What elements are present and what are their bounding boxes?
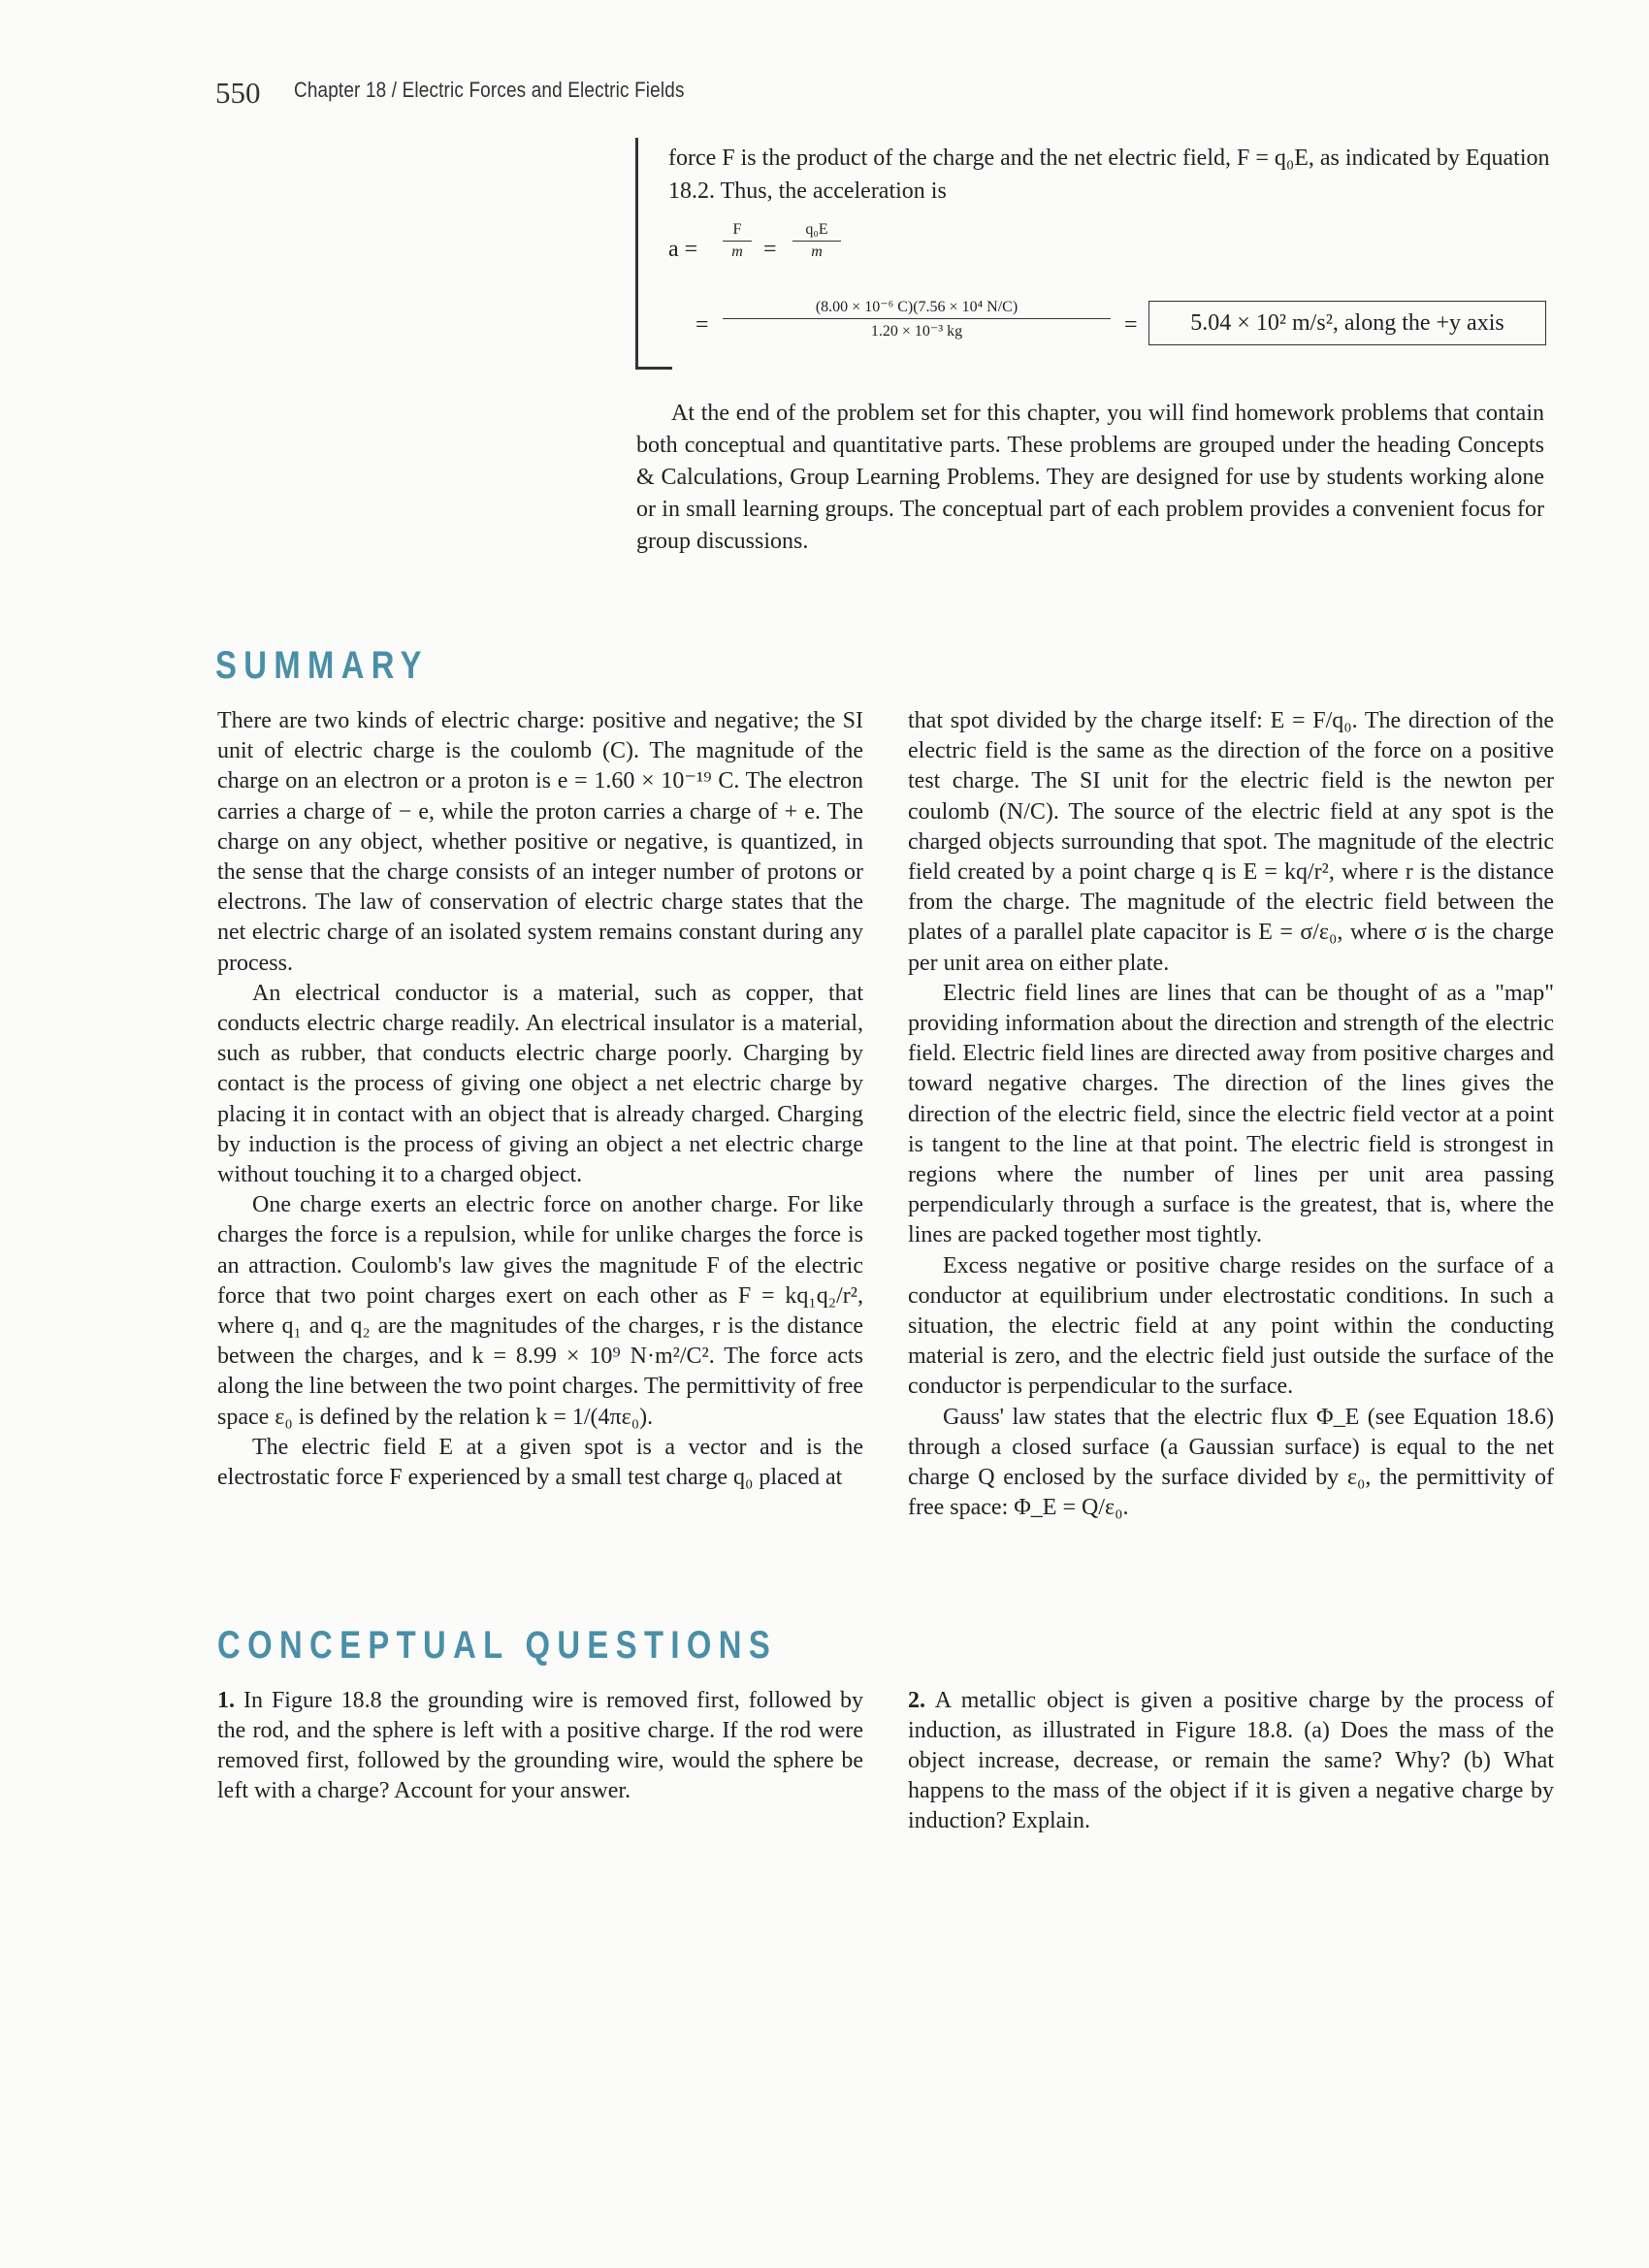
summary-left-column bbox=[217, 706, 863, 1493]
conceptual-questions-heading: CONCEPTUAL QUESTIONS bbox=[217, 1624, 778, 1667]
summary-paragraph: An electrical conductor is a material, such as copper, that conducts electric charge readily. An electrical insulator is a material, such as rubber, that conducts electric charge poorly. Charging by contact is the process of giving one object a net electric charge by placing it in contact with an object that is already charged. Charging by induction is the process of giving an object a net electric charge without touching it to a charged object. bbox=[217, 980, 863, 1188]
summary-paragraph: Electric field lines are lines that can be thought of as a "map" providing information about the direction and strength of the electric field. Electric field lines are directed away from positive charges and toward negative charges. The direction of the lines gives the direction of the electric field, since the electric field vector at a point is tangent to the line at that point. The electric field is strongest in regions where the number of lines per unit area passing perpendicularly through a surface is the greatest, that is, where the lines are packed together most tightly. bbox=[908, 980, 1554, 1248]
question-text: A metallic object is given a positive charge by the process of induction, as illustrated in Figure 18.8. (a) Does the mass of the object increase, decrease, or remain the same? Why? (b) What happens to the mass of the object if it is given a negative charge by induction? Explain. bbox=[908, 1688, 1554, 1833]
question-number: 1. bbox=[217, 1688, 235, 1713]
result-box: 5.04 × 10² m/s², along the +y axis bbox=[1148, 301, 1546, 345]
fraction-numerator: F bbox=[723, 221, 752, 242]
page-number: 550 bbox=[215, 76, 261, 110]
question-1 bbox=[217, 1686, 863, 1806]
question-number: 2. bbox=[908, 1688, 925, 1713]
example-intro-text: force F is the product of the charge and the net electric field, F = q₀E, as indicated by Equation 18.2. Thus, the acceleration is bbox=[668, 146, 1550, 204]
fraction-denominator: m bbox=[811, 243, 823, 260]
question-2 bbox=[908, 1686, 1554, 1836]
equals-sign: = bbox=[695, 312, 709, 338]
summary-paragraph: There are two kinds of electric charge: positive and negative; the SI unit of electric charge is the coulomb (C). The magnitude of the charge on an electron or a proton is e = 1.60 × 10⁻¹⁹ C. The electron carries a charge of − e, while the proton carries a charge of + e. The charge on any object, whether positive or negative, is quantized, in the sense that the charge consists of an integer number of protons or electrons. The law of conservation of electric charge states that the net electric charge of an isolated system remains constant during any process. bbox=[217, 708, 863, 976]
closing-paragraph bbox=[636, 398, 1544, 558]
closing-paragraph-text: At the end of the problem set for this chapter, you will find homework problems that contain both conceptual and quantitative parts. These problems are grouped under the heading Concepts & Calculations, Group Learning Problems. They are designed for use by students working alone or in small learning groups. The conceptual part of each problem provides a convenient focus for group discussions. bbox=[636, 401, 1544, 554]
summary-paragraph: that spot divided by the charge itself: E = F/q₀. The direction of the electric field is the same as the direction of the force on a positive test charge. The SI unit for the electric field is the newton per coulomb (N/C). The source of the electric field at any spot is the charged objects surrounding that spot. The magnitude of the electric field created by a point charge q is E = kq/r², where r is the distance from the charge. The magnitude of the electric field between the plates of a parallel plate capacitor is E = σ/ε₀, where σ is the charge per unit area on either plate. bbox=[908, 708, 1554, 976]
summary-paragraph: The electric field E at a given spot is a vector and is the electrostatic force F experienced by a small test charge q₀ placed at bbox=[217, 1434, 863, 1491]
summary-paragraph: One charge exerts an electric force on another charge. For like charges the force is a repulsion, while for unlike charges the force is an attraction. Coulomb's law gives the magnitude F of the electric force that two point charges exert on each other as F = kq₁q₂/r², where q₁ and q₂ are the magnitudes of the charges, r is the distance between the charges, and k = 8.99 × 10⁹ N·m²/C². The force acts along the line between the two point charges. The permittivity of free space ε₀ is defined by the relation k = 1/(4πε₀). bbox=[217, 1192, 863, 1430]
summary-paragraph: Gauss' law states that the electric flux Φ_E (see Equation 18.6) through a closed surface (a Gaussian surface) is equal to the net charge Q enclosed by the surface divided by ε₀, the permittivity of free space: Φ_E = Q/ε₀. bbox=[908, 1404, 1554, 1521]
numeric-fraction bbox=[723, 297, 1111, 340]
example-bottom-rule bbox=[635, 367, 672, 370]
summary-paragraph: Excess negative or positive charge resides on the surface of a conductor at equilibrium under electrostatic conditions. In such a situation, the electric field at any point within the conducting material is zero, and the electric field just outside the surface of the conductor is perpendicular to the surface. bbox=[908, 1252, 1554, 1400]
fraction-f-over-m bbox=[723, 221, 752, 261]
equation-lhs: a = bbox=[668, 237, 698, 262]
equals-sign: = bbox=[763, 237, 777, 262]
example-left-rule bbox=[635, 138, 638, 367]
fraction-q0e-over-m bbox=[792, 221, 841, 261]
fraction-denominator: m bbox=[731, 243, 743, 260]
summary-heading: SUMMARY bbox=[215, 644, 429, 687]
question-text: In Figure 18.8 the grounding wire is removed first, followed by the rod, and the sphere is left with a positive charge. If the rod were removed first, followed by the grounding wire, would the sphere be left with a charge? Account for your answer. bbox=[217, 1688, 863, 1803]
fraction-numerator: q₀E bbox=[792, 221, 841, 242]
chapter-title: Chapter 18 / Electric Forces and Electric Fields bbox=[294, 78, 685, 102]
fraction-denominator: 1.20 × 10⁻³ kg bbox=[870, 323, 963, 340]
equals-sign: = bbox=[1124, 312, 1138, 338]
summary-right-column bbox=[908, 706, 1554, 1523]
example-solution bbox=[635, 138, 1567, 378]
fraction-numerator: (8.00 × 10⁻⁶ C)(7.56 × 10⁴ N/C) bbox=[723, 297, 1111, 319]
